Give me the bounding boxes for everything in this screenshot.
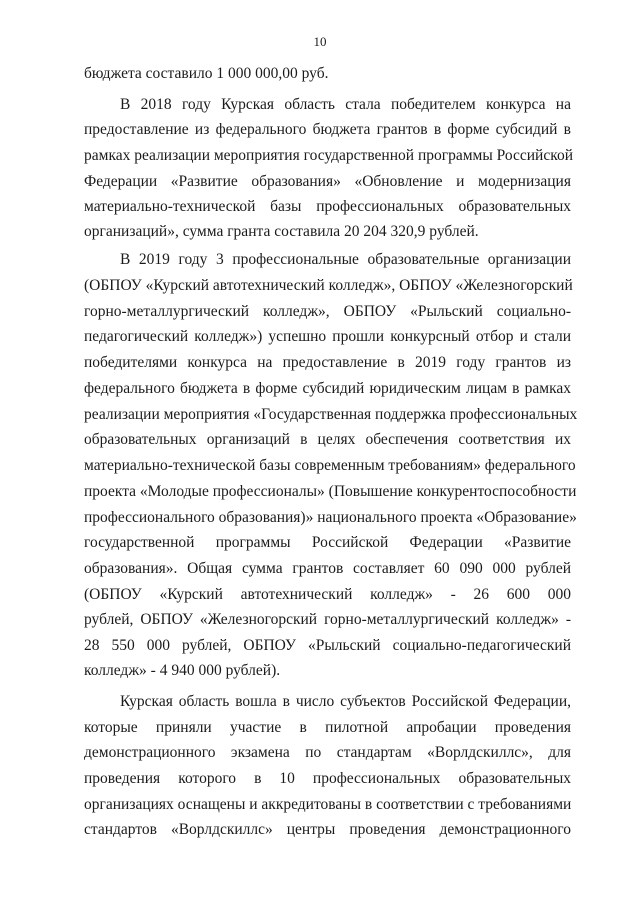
text-line: образования». Общая сумма грантов составляет 60 090 000 рублей (84, 560, 571, 577)
text-line: победителями конкурса на предоставление в 2019 году грантов из (84, 354, 571, 371)
text-line: реализации мероприятия «Государственная поддержка профессиональных (84, 406, 578, 423)
text-line: материально-технической базы профессиональных образовательных (84, 198, 571, 215)
text-line: (ОБПОУ «Курский автотехнический колледж» - 26 600 000 (84, 586, 571, 603)
text-line: которые приняли участие в пилотной апробации проведения (84, 719, 571, 736)
text-line: образовательных организаций в целях обеспечения соответствия их (84, 431, 571, 448)
text-line: проведения которого в 10 профессиональных образовательных (84, 770, 571, 787)
text-line: (ОБПОУ «Курский автотехнический колледж», ОБПОУ «Железногорский (84, 277, 573, 294)
text-line: профессионального образования)» национального проекта «Образование» (84, 509, 577, 526)
text-line: бюджета составило 1 000 000,00 руб. (84, 65, 329, 82)
text-line: рамках реализации мероприятия государственной программы Российской (84, 147, 574, 164)
text-line: педагогический колледж») успешно прошли конкурсный отбор и стали (84, 328, 571, 345)
text-line: колледж» - 4 940 000 рублей). (84, 662, 281, 679)
text-line: материально-технической базы современным требованиям» федерального (84, 457, 576, 474)
text-line: организациях оснащены и аккредитованы в соответствии с требованиями (84, 796, 572, 813)
text-line: государственной программы Российской Федерации «Развитие (84, 534, 571, 551)
text-line: стандартов «Ворлдскиллс» центры проведения демонстрационного (84, 821, 571, 838)
text-line: Федерации «Развитие образования» «Обновление и модернизация (84, 173, 571, 190)
text-line: горно-металлургический колледж», ОБПОУ «Рыльский социально- (84, 303, 571, 320)
text-line: предоставление из федерального бюджета грантов в форме субсидий в (84, 121, 571, 138)
text-line: демонстрационного экзамена по стандартам «Ворлдскиллс», для (84, 744, 571, 761)
text-line: 28 550 000 рублей, ОБПОУ «Рыльский социально-педагогический (84, 637, 571, 654)
text-line: федерального бюджета в форме субсидий юридическим лицам в рамках (84, 380, 571, 397)
text-line: проекта «Молодые профессионалы» (Повышение конкурентоспособности (84, 483, 577, 500)
page-number: 10 (313, 34, 327, 49)
text-line: рублей, ОБПОУ «Железногорский горно-металлургический колледж» - (84, 611, 571, 628)
text-line: Курская область вошла в число субъектов Российской Федерации, (120, 693, 571, 710)
text-line: организаций», сумма гранта составила 20 204 320,9 рублей. (84, 223, 479, 240)
text-line: В 2018 году Курская область стала победителем конкурса на (120, 96, 571, 113)
text-line: В 2019 году 3 профессиональные образовательные организации (120, 251, 571, 268)
